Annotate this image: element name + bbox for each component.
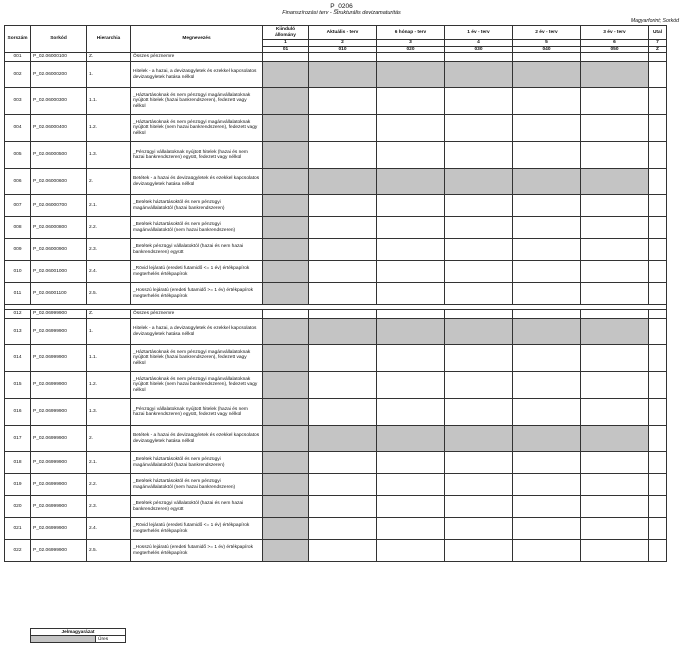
row-number: 019: [5, 474, 31, 496]
data-cell: [377, 496, 445, 518]
data-cell: [513, 426, 581, 452]
row-code: P_02.06000100: [31, 53, 87, 62]
table-row: [5, 115, 681, 142]
col-header-c5: 2 év - terv: [513, 26, 581, 40]
data-cell: [581, 319, 649, 345]
row-number: 022: [5, 540, 31, 562]
table-row: [5, 169, 681, 195]
row-number: 010: [5, 261, 31, 283]
col-header-c2: Aktuális - terv: [309, 26, 377, 40]
report-subtitle: Finanszírozási terv - Strukturális devizamaturitás: [282, 10, 401, 16]
data-cell: [649, 372, 667, 399]
table-row: [5, 474, 681, 496]
data-cell: [513, 540, 581, 562]
data-cell: [513, 319, 581, 345]
table-row: [5, 319, 681, 345]
col-code: Z: [649, 46, 667, 53]
col-header-c7: Utal: [649, 26, 667, 40]
row-number: 016: [5, 399, 31, 426]
col-code: 030: [445, 46, 513, 53]
row-number: 002: [5, 62, 31, 88]
data-cell: [377, 195, 445, 217]
row-description: _Betétek háztartásoktól és nem pénzügyi magánvállalatoktól (hazai bankrendszeren): [131, 195, 263, 217]
data-cell: [377, 217, 445, 239]
data-cell: [581, 399, 649, 426]
row-description: _Betétek háztartásoktól és nem pénzügyi magánvállalatoktól (nem hazai bankrendszeren): [131, 474, 263, 496]
data-cell: [263, 115, 309, 142]
data-cell: [513, 399, 581, 426]
data-cell: [263, 239, 309, 261]
data-cell: [263, 540, 309, 562]
data-cell: [513, 283, 581, 305]
row-number: 021: [5, 518, 31, 540]
data-cell: [445, 518, 513, 540]
data-cell: [513, 115, 581, 142]
data-cell: [445, 283, 513, 305]
data-cell: [581, 53, 649, 62]
data-cell: [309, 169, 377, 195]
data-cell: [581, 426, 649, 452]
data-cell: [377, 115, 445, 142]
data-cell: [513, 142, 581, 169]
data-cell: [309, 142, 377, 169]
row-hierarchy: 2.4.: [87, 261, 131, 283]
data-cell: [513, 217, 581, 239]
data-cell: [263, 142, 309, 169]
row-description: Hitelek - a hazai, a devizaügyletek és ezekkel kapcsolatos devizaügyletek hatása nélkül: [131, 319, 263, 345]
data-cell: [309, 518, 377, 540]
data-cell: [445, 142, 513, 169]
row-description: _Hosszú lejáratú (eredeti futamidő >= 1 év) értékpapírok megterhelés értékpapírok: [131, 540, 263, 562]
col-code: 040: [513, 46, 581, 53]
row-number: 005: [5, 142, 31, 169]
data-cell: [309, 283, 377, 305]
row-description: Betétek - a hazai és devizaügyletek és ezekkel kapcsolatos devizaügyletek hatása nélkül: [131, 426, 263, 452]
data-cell: [513, 310, 581, 319]
data-cell: [377, 310, 445, 319]
data-cell: [581, 345, 649, 372]
data-cell: [445, 239, 513, 261]
data-cell: [513, 496, 581, 518]
data-cell: [377, 88, 445, 115]
data-cell: [445, 310, 513, 319]
data-cell: [377, 283, 445, 305]
data-cell: [581, 169, 649, 195]
table-row: [5, 372, 681, 399]
row-description: Hitelek - a hazai, a devizaügyletek és ezekkel kapcsolatos devizaügyletek hatása nélkül: [131, 62, 263, 88]
data-cell: [581, 239, 649, 261]
data-cell: [263, 53, 309, 62]
data-cell: [581, 372, 649, 399]
row-hierarchy: 2.: [87, 169, 131, 195]
data-cell: [513, 474, 581, 496]
row-code: P_02.06000500: [31, 142, 87, 169]
data-cell: [649, 474, 667, 496]
row-number: 017: [5, 426, 31, 452]
row-hierarchy: 1.2.: [87, 372, 131, 399]
data-cell: [649, 195, 667, 217]
legend-item: Üres: [96, 636, 126, 643]
data-cell: [445, 540, 513, 562]
data-cell: [377, 261, 445, 283]
data-cell: [309, 88, 377, 115]
row-description: _Betétek pénzügyi vállalatoktól (hazai és nem hazai bankrendszeren) együtt: [131, 239, 263, 261]
data-cell: [513, 53, 581, 62]
row-code: P_02.06999900: [31, 474, 87, 496]
col-header-sorkod: Sorkód: [31, 26, 87, 53]
data-cell: [649, 518, 667, 540]
data-cell: [649, 310, 667, 319]
data-cell: [377, 142, 445, 169]
row-code: P_02.06000200: [31, 62, 87, 88]
data-cell: [649, 452, 667, 474]
data-cell: [513, 261, 581, 283]
data-cell: [513, 239, 581, 261]
data-cell: [263, 399, 309, 426]
row-hierarchy: 1.1.: [87, 88, 131, 115]
data-cell: [581, 310, 649, 319]
data-cell: [263, 426, 309, 452]
row-description: _Háztartásoknak és nem pénzügyi magánvállalatoknak nyújtott hitelek (nem hazai bankrendszeren), fedezett vagy nélkül: [131, 115, 263, 142]
data-cell: [263, 496, 309, 518]
row-hierarchy: 2.1.: [87, 195, 131, 217]
data-cell: [263, 283, 309, 305]
col-code: 01: [263, 46, 309, 53]
data-cell: [309, 239, 377, 261]
row-code: P_02.06999900: [31, 518, 87, 540]
data-cell: [377, 399, 445, 426]
data-cell: [309, 319, 377, 345]
data-cell: [649, 169, 667, 195]
row-description: _Betétek pénzügyi vállalatoktól (hazai és nem hazai bankrendszeren) együtt: [131, 496, 263, 518]
row-code: P_02.06001100: [31, 283, 87, 305]
data-cell: [581, 62, 649, 88]
row-hierarchy: 2.3.: [87, 239, 131, 261]
row-description: _Rövid lejáratú (eredeti futamidő <= 1 év) értékpapírok megterhelés értékpapírok: [131, 261, 263, 283]
table-row: [5, 53, 681, 62]
data-cell: [309, 474, 377, 496]
data-cell: [445, 62, 513, 88]
data-cell: [581, 452, 649, 474]
data-cell: [263, 261, 309, 283]
data-cell: [513, 195, 581, 217]
data-cell: [309, 115, 377, 142]
legend-swatch: [31, 636, 96, 643]
row-hierarchy: 2.2.: [87, 474, 131, 496]
data-cell: [649, 217, 667, 239]
row-description: _Hosszú lejáratú (eredeti futamidő >= 1 év) értékpapírok megterhelés értékpapírok: [131, 283, 263, 305]
col-code: 050: [581, 46, 649, 53]
row-code: P_02.06000400: [31, 115, 87, 142]
row-number: 009: [5, 239, 31, 261]
data-cell: [581, 283, 649, 305]
row-number: 013: [5, 319, 31, 345]
data-cell: [513, 345, 581, 372]
row-number: 018: [5, 452, 31, 474]
col-number: 2: [309, 40, 377, 47]
row-code: P_02.06000600: [31, 169, 87, 195]
table-row: [5, 62, 681, 88]
row-code: P_02.06001000: [31, 261, 87, 283]
data-cell: [377, 540, 445, 562]
data-cell: [377, 319, 445, 345]
data-cell: [263, 452, 309, 474]
data-cell: [445, 195, 513, 217]
data-cell: [263, 345, 309, 372]
data-cell: [445, 426, 513, 452]
row-description: _Pénzügyi vállalatoknak nyújtott hitelek (hazai és nem hazai bankrendszeren) együtt, fedezett vagy nélkül: [131, 399, 263, 426]
col-header-c6: 3 év - terv: [581, 26, 649, 40]
report-code: P_0206: [330, 3, 353, 10]
data-cell: [513, 372, 581, 399]
row-code: P_02.06999900: [31, 310, 87, 319]
data-cell: [581, 142, 649, 169]
table-row: [5, 310, 681, 319]
data-cell: [649, 53, 667, 62]
data-cell: [581, 261, 649, 283]
data-table: [4, 25, 681, 562]
col-number: 1: [263, 40, 309, 47]
row-code: P_02.06000300: [31, 88, 87, 115]
row-code: P_02.06999900: [31, 496, 87, 518]
data-cell: [445, 169, 513, 195]
row-number: 006: [5, 169, 31, 195]
legend-title: Jelmagyarázat: [31, 629, 126, 636]
row-code: P_02.06999900: [31, 345, 87, 372]
row-number: 001: [5, 53, 31, 62]
data-cell: [377, 518, 445, 540]
data-cell: [263, 518, 309, 540]
data-cell: [445, 474, 513, 496]
row-description: Összes pénznemre: [131, 310, 263, 319]
row-description: _Háztartásoknak és nem pénzügyi magánvállalatoknak nyújtott hitelek (hazai bankrendszeren), fedezett vagy nélkül: [131, 88, 263, 115]
row-number: 014: [5, 345, 31, 372]
data-cell: [445, 115, 513, 142]
data-cell: [649, 88, 667, 115]
row-hierarchy: 2.2.: [87, 217, 131, 239]
col-header-c1: Kiinduló állomány: [263, 26, 309, 40]
data-cell: [445, 452, 513, 474]
row-number: 015: [5, 372, 31, 399]
data-cell: [649, 239, 667, 261]
data-cell: [309, 399, 377, 426]
col-number: 7: [649, 40, 667, 47]
row-code: P_02.06999900: [31, 319, 87, 345]
data-cell: [263, 319, 309, 345]
data-cell: [263, 474, 309, 496]
table-row: [5, 345, 681, 372]
data-cell: [309, 452, 377, 474]
data-cell: [263, 62, 309, 88]
row-hierarchy: 2.5.: [87, 540, 131, 562]
table-row: [5, 142, 681, 169]
table-row: [5, 452, 681, 474]
data-cell: [649, 496, 667, 518]
data-cell: [649, 62, 667, 88]
row-description: Összes pénznemre: [131, 53, 263, 62]
data-cell: [649, 115, 667, 142]
col-code: 020: [377, 46, 445, 53]
unit-label: Magyarforint; Sorkód: [630, 18, 679, 24]
table-row: [5, 283, 681, 305]
data-cell: [445, 88, 513, 115]
legend: [30, 628, 126, 643]
data-cell: [581, 195, 649, 217]
data-cell: [377, 372, 445, 399]
row-code: P_02.06000800: [31, 217, 87, 239]
row-code: P_02.06000700: [31, 195, 87, 217]
data-cell: [377, 53, 445, 62]
row-number: 020: [5, 496, 31, 518]
row-description: _Betétek háztartásoktól és nem pénzügyi magánvállalatoktól (hazai bankrendszeren): [131, 452, 263, 474]
row-description: _Betétek háztartásoktól és nem pénzügyi magánvállalatoktól (nem hazai bankrendszeren): [131, 217, 263, 239]
row-hierarchy: Z.: [87, 53, 131, 62]
row-description: _Háztartásoknak és nem pénzügyi magánvállalatoknak nyújtott hitelek (hazai bankrendszeren), fedezett vagy nélkül: [131, 345, 263, 372]
table-row: [5, 217, 681, 239]
row-number: 008: [5, 217, 31, 239]
col-header-hierarchia: Hierarchia: [87, 26, 131, 53]
table-row: [5, 399, 681, 426]
table-row: [5, 88, 681, 115]
col-number: 6: [581, 40, 649, 47]
data-cell: [581, 518, 649, 540]
data-cell: [581, 115, 649, 142]
data-cell: [309, 345, 377, 372]
col-header-megnevezes: Megnevezés: [131, 26, 263, 53]
table-row: [5, 540, 681, 562]
row-hierarchy: 1.3.: [87, 399, 131, 426]
data-cell: [581, 474, 649, 496]
data-cell: [377, 452, 445, 474]
data-cell: [309, 261, 377, 283]
row-hierarchy: 1.: [87, 62, 131, 88]
row-number: 012: [5, 310, 31, 319]
data-cell: [649, 261, 667, 283]
row-description: _Rövid lejáratú (eredeti futamidő <= 1 év) értékpapírok megterhelés értékpapírok: [131, 518, 263, 540]
data-cell: [377, 345, 445, 372]
data-cell: [263, 217, 309, 239]
row-hierarchy: 2.3.: [87, 496, 131, 518]
row-hierarchy: 2.4.: [87, 518, 131, 540]
col-header-c3: 6 hónap - terv: [377, 26, 445, 40]
data-cell: [445, 217, 513, 239]
row-code: P_02.06999900: [31, 372, 87, 399]
data-cell: [377, 474, 445, 496]
data-cell: [649, 540, 667, 562]
col-number: 3: [377, 40, 445, 47]
table-row: [5, 426, 681, 452]
data-cell: [377, 62, 445, 88]
row-description: _Pénzügyi vállalatoknak nyújtott hitelek (hazai és nem hazai bankrendszeren) együtt, fedezett vagy nélkül: [131, 142, 263, 169]
data-cell: [309, 53, 377, 62]
data-cell: [581, 496, 649, 518]
col-header-sorszam: Sorszám: [5, 26, 31, 53]
data-cell: [309, 426, 377, 452]
data-cell: [445, 372, 513, 399]
data-cell: [309, 496, 377, 518]
row-number: 003: [5, 88, 31, 115]
data-cell: [309, 310, 377, 319]
data-cell: [649, 283, 667, 305]
data-cell: [513, 62, 581, 88]
data-cell: [309, 540, 377, 562]
data-cell: [649, 345, 667, 372]
table-row: [5, 518, 681, 540]
row-description: Betétek - a hazai és devizaügyletek és ezekkel kapcsolatos devizaügyletek hatása nélkül: [131, 169, 263, 195]
table-row: [5, 195, 681, 217]
row-hierarchy: 2.5.: [87, 283, 131, 305]
data-cell: [445, 399, 513, 426]
col-header-c4: 1 év - terv: [445, 26, 513, 40]
data-cell: [263, 310, 309, 319]
data-cell: [309, 195, 377, 217]
data-cell: [377, 239, 445, 261]
data-cell: [445, 53, 513, 62]
row-hierarchy: 1.2.: [87, 115, 131, 142]
data-cell: [377, 426, 445, 452]
data-cell: [581, 217, 649, 239]
row-description: _Háztartásoknak és nem pénzügyi magánvállalatoknak nyújtott hitelek (nem hazai bankrendszeren), fedezett vagy nélkül: [131, 372, 263, 399]
col-code: 010: [309, 46, 377, 53]
data-cell: [649, 399, 667, 426]
row-hierarchy: 1.3.: [87, 142, 131, 169]
data-cell: [263, 88, 309, 115]
row-number: 007: [5, 195, 31, 217]
table-row: [5, 239, 681, 261]
row-hierarchy: Z.: [87, 310, 131, 319]
row-hierarchy: 1.1.: [87, 345, 131, 372]
col-number: 4: [445, 40, 513, 47]
data-cell: [309, 372, 377, 399]
row-code: P_02.06999900: [31, 426, 87, 452]
data-cell: [263, 169, 309, 195]
data-cell: [649, 142, 667, 169]
row-number: 004: [5, 115, 31, 142]
data-cell: [263, 372, 309, 399]
data-cell: [309, 62, 377, 88]
row-code: P_02.06999900: [31, 452, 87, 474]
col-number: 5: [513, 40, 581, 47]
data-cell: [445, 496, 513, 518]
data-cell: [513, 452, 581, 474]
table-row: [5, 496, 681, 518]
data-cell: [581, 88, 649, 115]
row-hierarchy: 2.: [87, 426, 131, 452]
data-cell: [377, 169, 445, 195]
data-cell: [263, 195, 309, 217]
row-code: P_02.06999900: [31, 399, 87, 426]
row-number: 011: [5, 283, 31, 305]
row-code: P_02.06000900: [31, 239, 87, 261]
row-code: P_02.06999900: [31, 540, 87, 562]
data-cell: [445, 319, 513, 345]
data-cell: [445, 261, 513, 283]
row-hierarchy: 1.: [87, 319, 131, 345]
data-cell: [513, 518, 581, 540]
data-cell: [309, 217, 377, 239]
row-hierarchy: 2.1.: [87, 452, 131, 474]
table-row: [5, 261, 681, 283]
data-cell: [445, 345, 513, 372]
data-cell: [513, 169, 581, 195]
data-cell: [649, 319, 667, 345]
data-cell: [581, 540, 649, 562]
data-cell: [649, 426, 667, 452]
data-cell: [513, 88, 581, 115]
